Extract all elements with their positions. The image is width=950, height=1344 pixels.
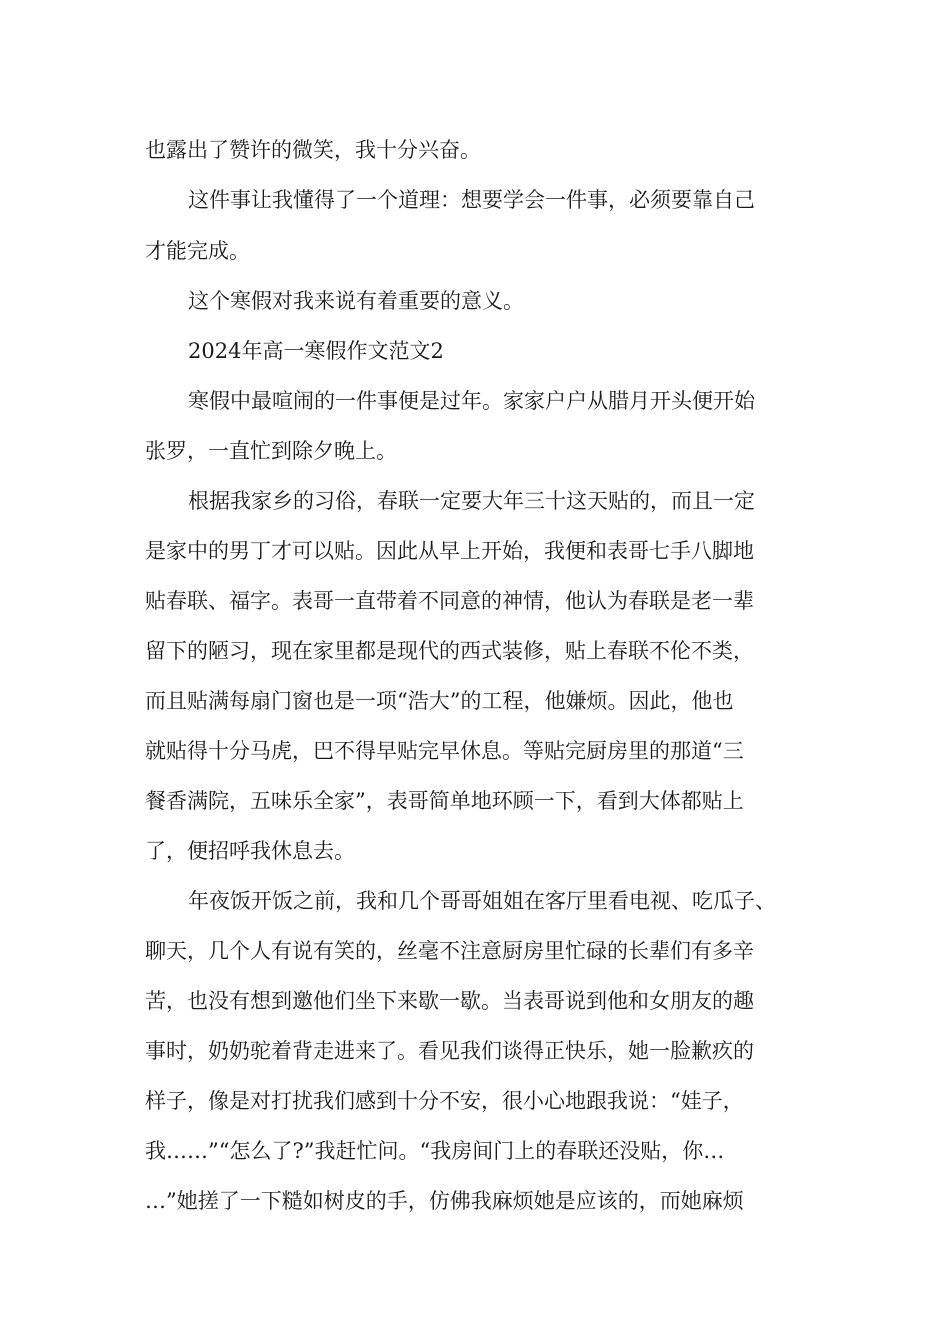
text-line: 而且贴满每扇门窗也是一项“浩大”的工程，他嫌烦。因此，他也: [145, 689, 734, 713]
text-line: 样子，像是对打扰我们感到十分不安，很小心地跟我说：“娃子，: [145, 1089, 744, 1113]
text-line: 事时，奶奶驼着背走进来了。看见我们谈得正快乐，她一脸歉疚的: [145, 1039, 754, 1063]
text-line: 聊天，几个人有说有笑的，丝毫不注意厨房里忙碌的长辈们有多辛: [145, 939, 754, 963]
paragraph-start: 这件事让我懂得了一个道理：想要学会一件事，必须要靠自己: [188, 188, 755, 212]
paragraph-start: 年夜饭开饭之前，我和几个哥哥姐姐在客厅里看电视、吃瓜子、: [188, 889, 776, 913]
section-heading: 2024年高一寒假作文范文2: [188, 339, 444, 363]
text-line: 了，便招呼我休息去。: [145, 839, 355, 863]
text-line: 贴春联、福字。表哥一直带着不同意的神情，他认为春联是老一辈: [145, 589, 754, 613]
text-line: 就贴得十分马虎，巴不得早贴完早休息。等贴完厨房里的那道“三: [145, 739, 744, 763]
paragraph-start: 寒假中最喧闹的一件事便是过年。家家户户从腊月开头便开始: [188, 389, 755, 413]
text-line: 留下的陋习，现在家里都是现代的西式装修，贴上春联不伦不类，: [145, 639, 754, 663]
text-line: 苦，也没有想到邀他们坐下来歇一歇。当表哥说到他和女朋友的趣: [145, 989, 754, 1013]
text-line: 也露出了赞许的微笑，我十分兴奋。: [145, 138, 481, 162]
text-line: 餐香满院，五味乐全家”，表哥简单地环顾一下，看到大体都贴上: [145, 789, 744, 813]
text-line: 我……”“怎么了?”我赶忙问。“我房间门上的春联还没贴，你…: [145, 1139, 725, 1163]
text-line: …”她搓了一下糙如树皮的手，仿佛我麻烦她是应该的，而她麻烦: [145, 1189, 744, 1213]
text-line: 张罗，一直忙到除夕晚上。: [145, 439, 397, 463]
text-line: 是家中的男丁才可以贴。因此从早上开始，我便和表哥七手八脚地: [145, 539, 754, 563]
text-line: 才能完成。: [145, 239, 250, 263]
paragraph-start: 这个寒假对我来说有着重要的意义。: [188, 289, 524, 313]
paragraph-start: 根据我家乡的习俗，春联一定要大年三十这天贴的，而且一定: [188, 489, 755, 513]
